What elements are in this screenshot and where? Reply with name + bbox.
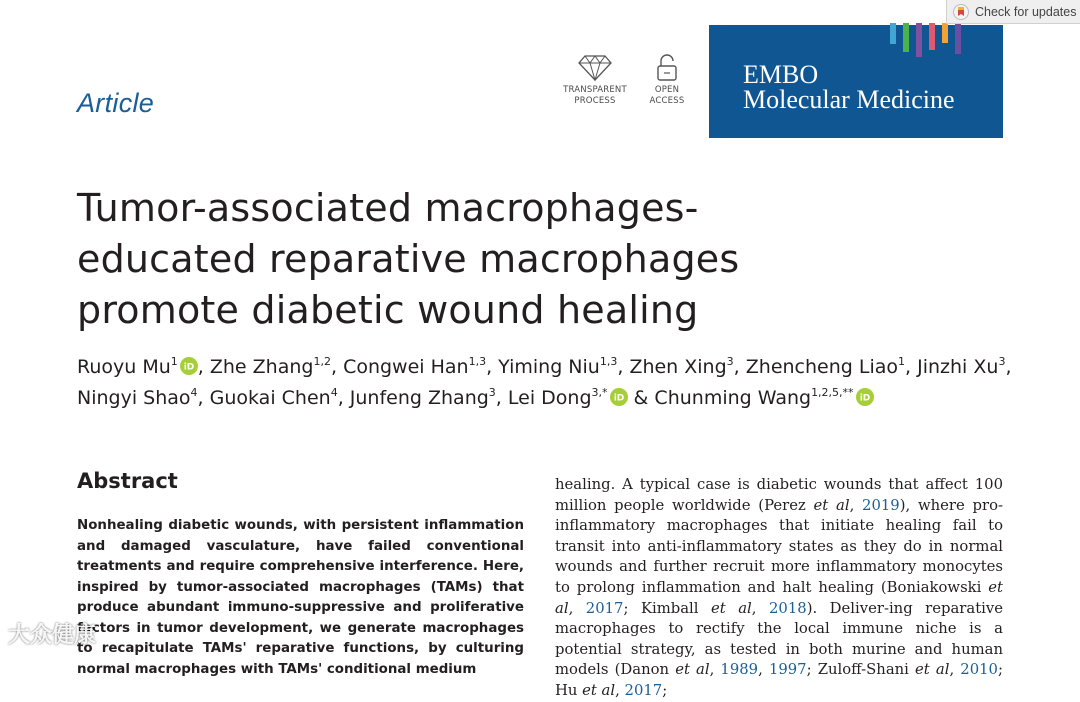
svg-text:iD: iD — [859, 393, 870, 404]
watermark: 大众健康 — [8, 623, 97, 648]
diamond-icon — [578, 54, 612, 82]
et-al-text: et al — [675, 661, 710, 679]
body-text-run: ; Hu — [555, 661, 1003, 699]
author-name[interactable]: Ningyi Shao — [77, 387, 191, 409]
et-al-text: et al — [582, 681, 616, 699]
orcid-icon[interactable] — [180, 357, 198, 375]
author-affiliation: 1,3 — [599, 355, 618, 368]
check-for-updates-button[interactable] — [946, 0, 1080, 24]
et-al-text: et al — [711, 599, 752, 617]
badge-label-line2: PROCESS — [574, 96, 616, 106]
article-title: Tumor-associated macrophages-educated reparative macrophages promote diabetic wound healing — [77, 186, 740, 332]
et-al-text: et al — [915, 661, 950, 679]
author-list: Ruoyu Mu$^1$ iD , Zhe Zhang$^{1,2}$, Congwei Han$^{1,3}$, Yiming Niu$^{1,3}$, Zhen Xing$^3$, Zhencheng Liao$^1$, Jinzhi Xu$^3$, Ningyi Shao$^4$, Guokai Chen$^4$, Junfeng Zhang$^3$, Lei Dong$^{3,*}$ iD & Chunming Wang$^{1,2,5,**}$ iD — [77, 355, 1012, 409]
open-lock-icon — [654, 54, 680, 82]
author-name[interactable]: Zhe Zhang — [209, 356, 314, 378]
author-name[interactable]: Yiming Niu — [498, 356, 600, 378]
author-affiliation: 3 — [998, 355, 1006, 368]
body-text — [555, 475, 1003, 702]
body-text-run: ; Zuloff-Shani — [806, 661, 916, 679]
svg-text:iD: iD — [183, 362, 195, 373]
logo-bar — [942, 23, 948, 43]
badge-label-line1: OPEN — [654, 85, 680, 95]
abstract-text: Nonhealing diabetic wounds, with persistent inflammation and damaged vasculature, have failed conventional treatments and require comprehensive interference. Here, inspired by tumor-associated macrophages (TAMs) that produce abundant immuno-suppressive and proliferative factors in tumor development, we generate macrophages to recapitulate TAMs' reparative functions, by culturing normal macrophages with TAMs' conditional medium — [77, 518, 524, 677]
journal-name-line1: EMBO — [743, 60, 819, 89]
logo-bar — [916, 23, 922, 57]
logo-bar — [903, 23, 909, 52]
body-text-run: , — [949, 661, 961, 679]
transparent-process-badge[interactable] — [560, 54, 630, 107]
body-text-run: , — [849, 496, 863, 514]
body-text-run: , — [758, 661, 769, 679]
author-name[interactable]: Guokai Chen — [209, 387, 331, 409]
body-text-run: , — [751, 599, 770, 617]
author-name[interactable]: Zhencheng Liao — [745, 356, 899, 378]
article-type-label: Article — [77, 88, 155, 118]
body-text-run: healing. A typical case is diabetic wounds that affect 100 million people worldwide (Perez — [555, 476, 1003, 514]
author-affiliation: 1,2 — [313, 355, 331, 368]
author-affiliation: 1,3 — [468, 355, 487, 368]
citation-link[interactable]: 1997 — [768, 661, 807, 679]
orcid-icon[interactable] — [856, 388, 874, 406]
author-affiliation: 1,2,5,** — [811, 386, 854, 399]
svg-text:iD: iD — [613, 393, 624, 404]
author-name[interactable]: Ruoyu Mu — [77, 356, 171, 378]
author-name[interactable]: Chunming Wang — [654, 387, 812, 409]
author-name[interactable]: Lei Dong — [507, 387, 592, 409]
badge-label-line1: TRANSPARENT — [563, 85, 627, 95]
citation-link[interactable]: 2010 — [960, 661, 998, 679]
author-name[interactable]: Jinzhi Xu — [917, 356, 999, 378]
body-text-run: , — [615, 681, 625, 699]
body-text-run: ), where pro-inflammatory macrophages that initiate healing fail to transit into anti-inflammatory states as they do in normal wounds and further recruit more inflammatory monocytes to prolong inflammation and halt healing (Boniakowski — [555, 496, 1003, 596]
author-name[interactable]: Congwei Han — [343, 356, 469, 378]
author-affiliation: 3 — [488, 386, 496, 399]
open-access-badge[interactable] — [632, 54, 702, 107]
body-text-run: , — [709, 661, 721, 679]
crossmark-icon — [953, 4, 969, 20]
author-affiliation: 3,* — [591, 386, 608, 399]
author-affiliation: 1 — [170, 355, 178, 368]
journal-logo[interactable] — [709, 25, 1003, 138]
logo-bar — [929, 23, 935, 50]
citation-link[interactable]: 1989 — [720, 661, 759, 679]
author-affiliation: 3 — [726, 355, 734, 368]
author-affiliation: 4 — [330, 386, 338, 399]
body-text-run: ; — [662, 681, 668, 699]
check-for-updates-label: Check for updates — [975, 4, 1077, 19]
citation-link[interactable]: 2018 — [769, 599, 807, 617]
orcid-icon[interactable] — [610, 388, 628, 406]
logo-bar — [890, 23, 896, 44]
body-text-run: ). Deliver-ing reparative macrophages to rectify the local immune niche is a potential strategy, as tested in both murine and human models (Danon — [555, 599, 1003, 679]
author-affiliation: 1 — [898, 355, 906, 368]
abstract-heading: Abstract — [77, 469, 178, 493]
et-al-text: et al — [813, 496, 850, 514]
citation-link[interactable]: 2017 — [585, 599, 624, 617]
badge-label-line2: ACCESS — [649, 96, 685, 106]
author-name[interactable]: Junfeng Zhang — [349, 387, 489, 409]
body-text-run: ; Kimball — [623, 599, 712, 617]
body-text-run: , — [568, 599, 586, 617]
author-affiliation: 4 — [190, 386, 198, 399]
et-al-text: et al — [555, 578, 1003, 617]
journal-name-line2: Molecular Medicine — [743, 85, 955, 114]
logo-bar — [955, 23, 961, 54]
author-name[interactable]: Zhen Xing — [629, 356, 727, 378]
citation-link[interactable]: 2017 — [624, 681, 663, 699]
citation-link[interactable]: 2019 — [862, 496, 900, 514]
